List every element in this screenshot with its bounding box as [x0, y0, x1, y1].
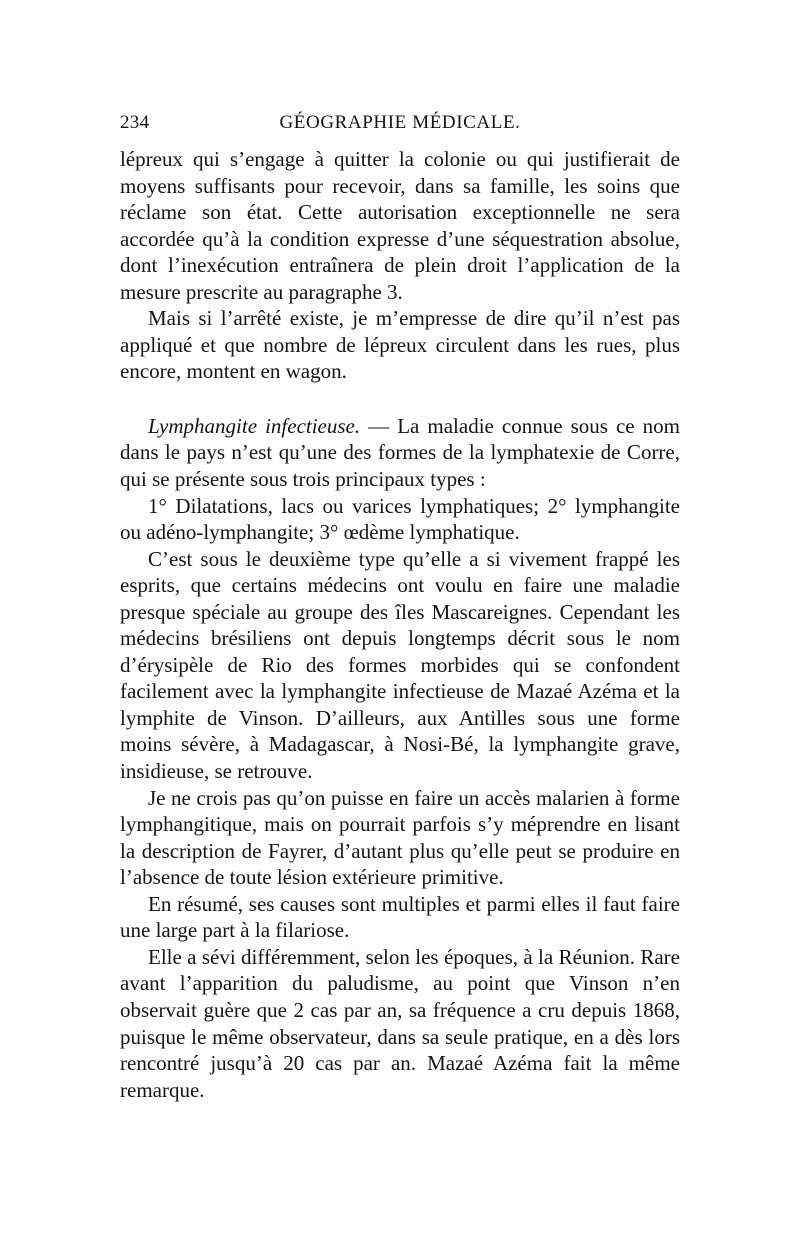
paragraph-resume: En résumé, ses causes sont multiples et parmi elles il faut faire une large part à la filariose.	[120, 891, 680, 943]
page-number: 234	[120, 112, 150, 133]
book-page	[120, 112, 680, 1103]
paragraph-types-list: 1° Dilatations, lacs ou varices lymphatiques; 2° lymphangite ou adéno-lymphangite; 3° œdème lymphatique.	[120, 493, 680, 545]
paragraph-deuxieme-type: C’est sous le deuxième type qu’elle a si vivement frappé les esprits, que certains médecins ont voulu en faire une maladie presque spéciale au groupe des îles Mascareignes. Cependant les médecins brésiliens ont depuis longtemps décrit sous le nom d’érysipèle de Rio des formes morbides qui se confondent facilement avec la lymphangite infectieuse de Mazaé Azéma et la lymphite de Vinson. D’ailleurs, aux Antilles sous une forme moins sévère, à Madagascar, à Nosi-Bé, la lymphangite grave, insidieuse, se retrouve.	[120, 546, 680, 784]
paragraph-continuation: lépreux qui s’engage à quitter la colonie ou qui justifierait de moyens suffisants pour recevoir, dans sa famille, les soins que réclame son état. Cette autorisation exceptionnelle ne sera accordée qu’à la condition expresse d’une séquestration absolue, dont l’inexécution entraînera de plein droit l’application de la mesure prescrite au paragraphe 3.	[120, 147, 680, 304]
running-title: GÉOGRAPHIE MÉDICALE.	[279, 112, 521, 133]
page-header	[120, 112, 680, 146]
paragraph-text: — La maladie connue sous ce nom dans le pays n’est qu’une des formes de la lymphatexie de Corre, qui se présente sous trois principaux types :	[120, 413, 681, 492]
section-heading: Lymphangite infectieuse.	[148, 413, 361, 438]
paragraph-arrete: Mais si l’arrêté existe, je m’empresse de dire qu’il n’est pas appliqué et que nombre de lépreux circulent dans les rues, plus encore, montent en wagon.	[120, 306, 680, 384]
paragraph-reunion: Elle a sévi différemment, selon les époques, à la Réunion. Rare avant l’apparition du paludisme, au point que Vinson n’en observait guère que 2 cas par an, sa fréquence a cru depuis 1868, puisque le même observateur, dans sa seule pratique, en a dès lors rencontré jusqu’à 20 cas par an. Mazaé Azéma fait la même remarque.	[120, 944, 680, 1102]
paragraph-acces-malarien: Je ne crois pas qu’on puisse en faire un accès malarien à forme lymphangitique, mais on pourrait parfois s’y méprendre en lisant la description de Fayrer, d’autant plus qu’elle peut se produire en l’absence de toute lésion extérieure primitive.	[120, 785, 680, 890]
body-text	[120, 146, 680, 1103]
paragraph-lymphangite-intro	[120, 413, 680, 493]
section-gap	[120, 385, 680, 413]
